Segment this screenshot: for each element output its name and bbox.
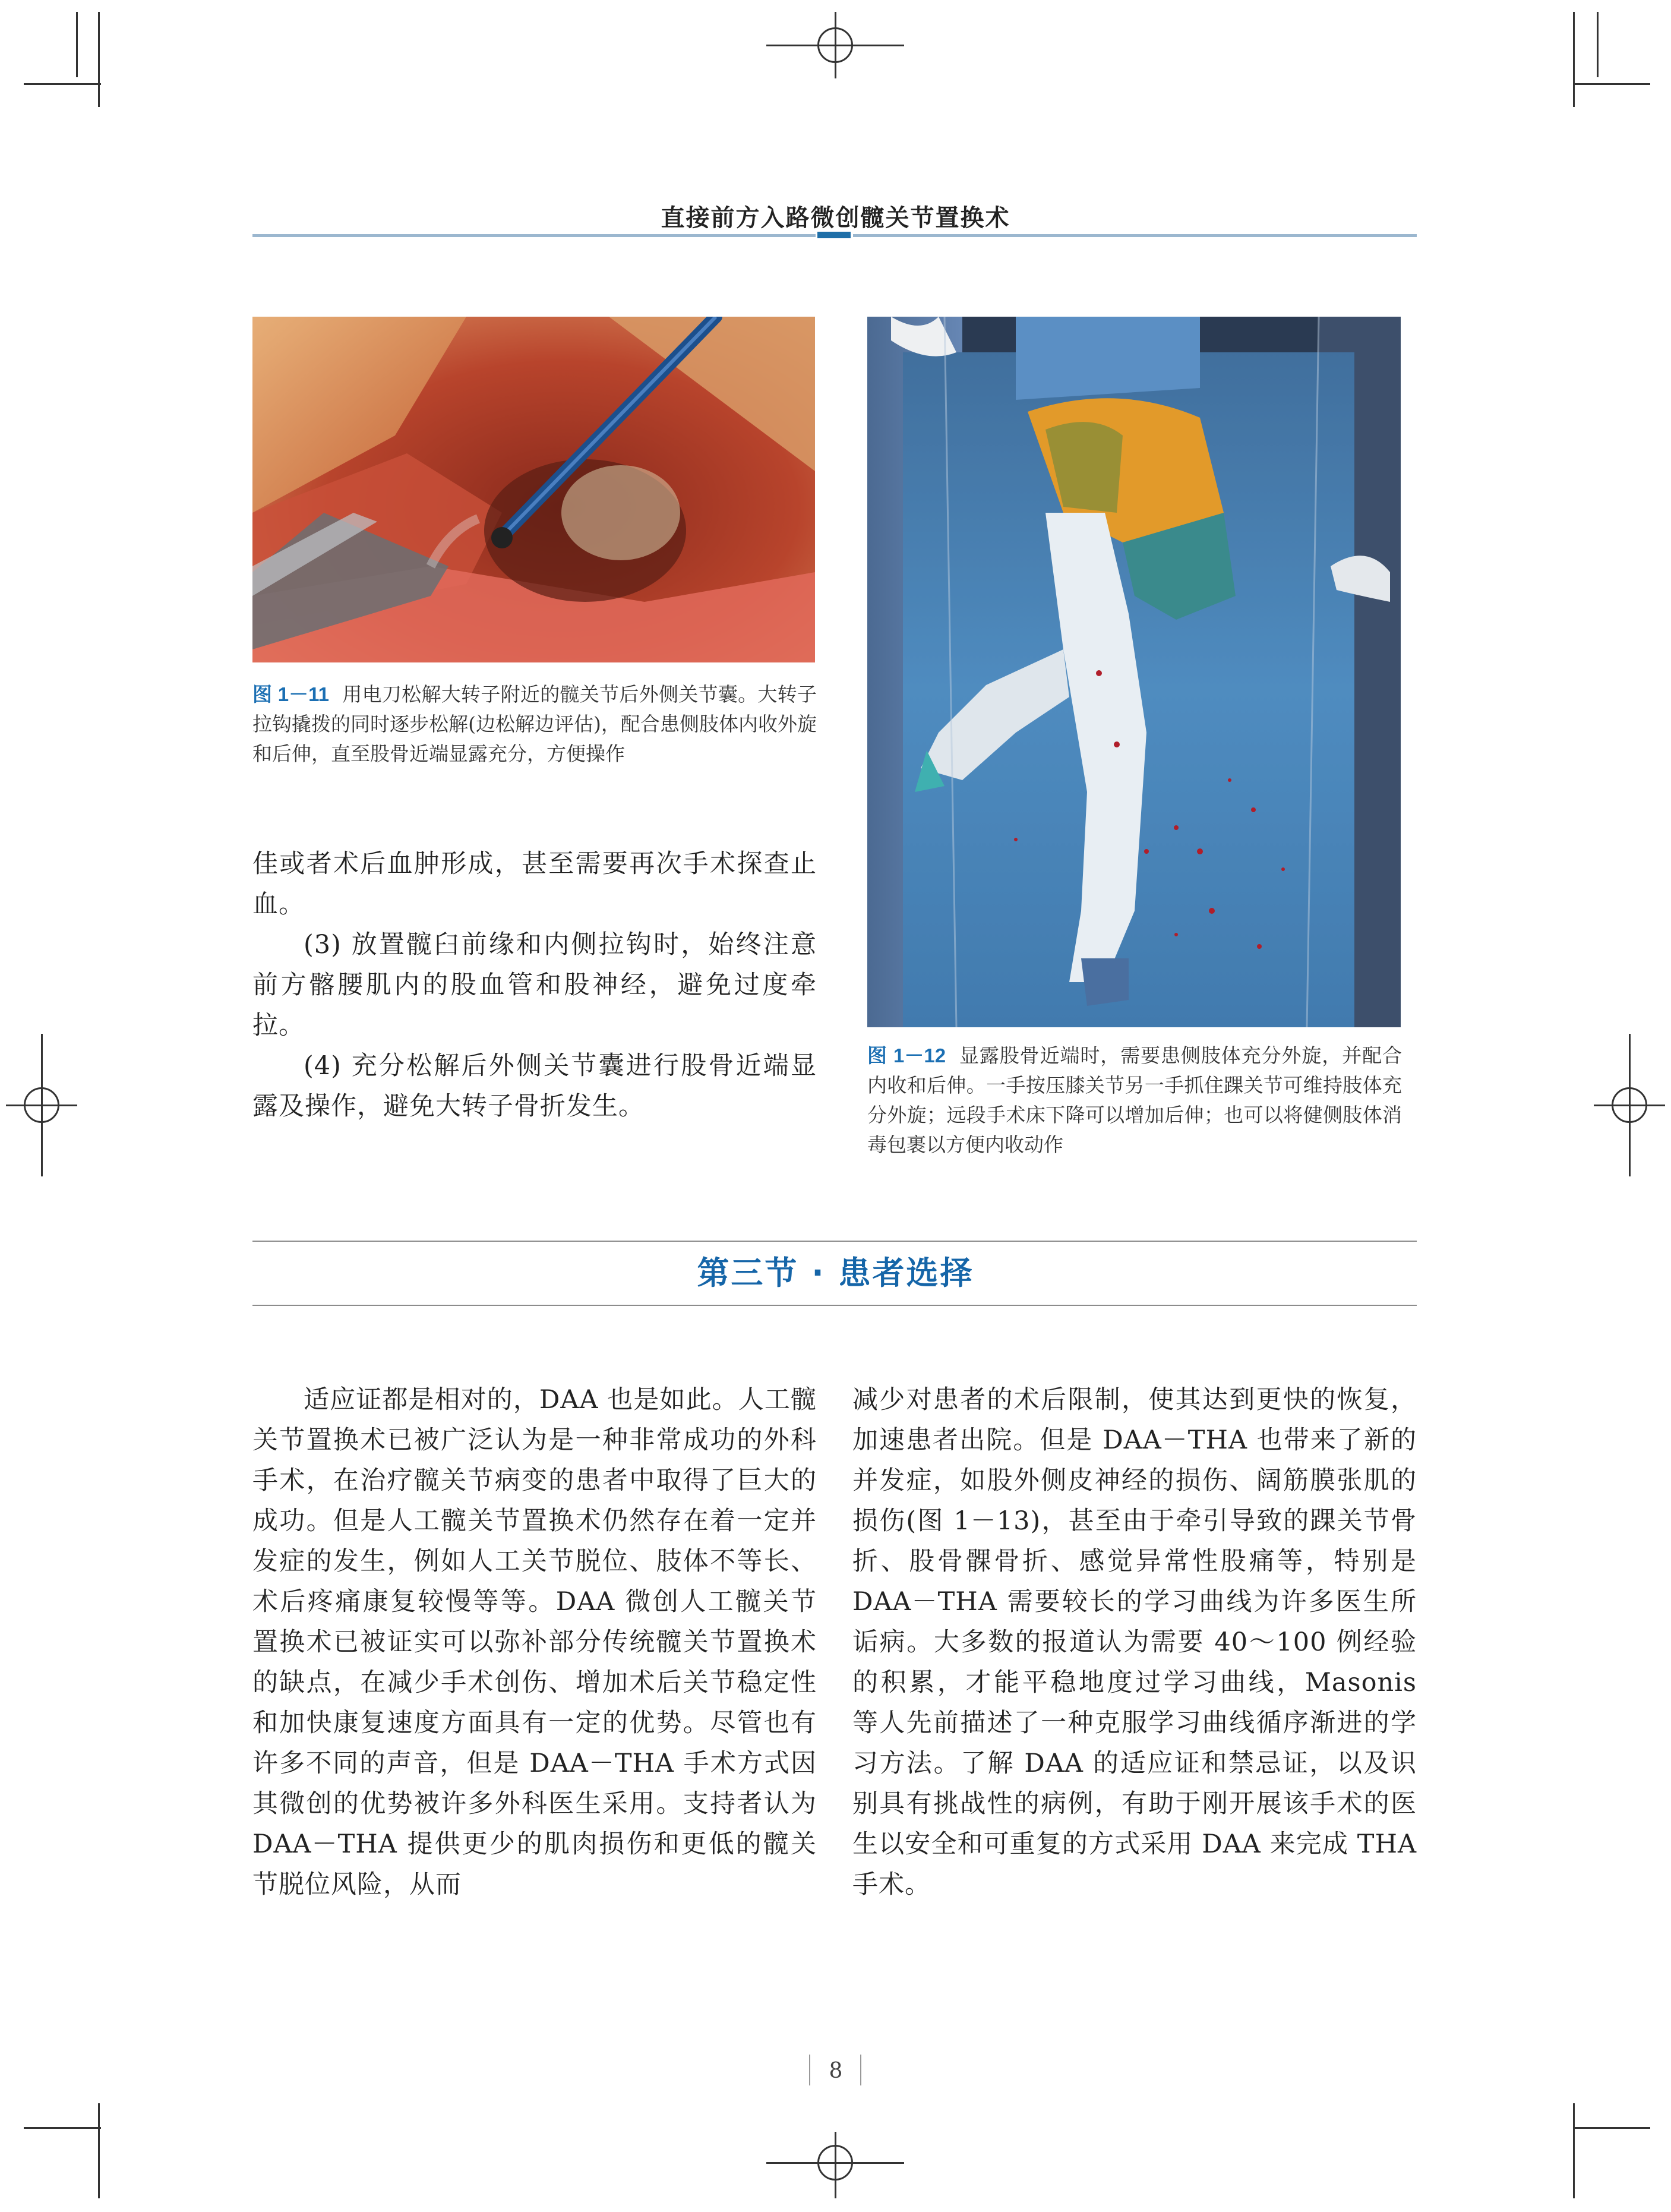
crop-mark	[1573, 2103, 1575, 2198]
paragraph-point-3: (3) 放置髋臼前缘和内侧拉钩时，始终注意前方髂腰肌内的股血管和股神经，避免过度牵拉。	[252, 930, 817, 1040]
body-left-column: 适应证都是相对的，DAA 也是如此。人工髋关节置换术已被广泛认为是一种非常成功的外科手术，在治疗髋关节病变的患者中取得了巨大的成功。但是人工髋关节置换术仍然存在着一定并发症的发生，例如人工关节脱位、肢体不等长、术后疼痛康复较慢等等。DAA 微创人工髋关节置换术已被证实可以弥补部分传统髋关节置换术的缺点，在减少手术创伤、增加术后关节稳定性和加快康复速度方面具有一定的优势。尽管也有许多不同的声音，但是 DAA－THA 手术方式因其微创的优势被许多外科医生采用。支持者认为 DAA－THA 提供更少的肌肉损伤和更低的髋关节脱位风险，从而	[252, 1385, 817, 1899]
running-title: 直接前方入路微创髋关节置换术	[661, 204, 1010, 232]
registration-line	[835, 12, 836, 78]
registration-line	[835, 2132, 836, 2198]
crop-mark	[1573, 2127, 1650, 2129]
figure-1-11-label: 图 1－11	[252, 683, 329, 705]
figure-1-11-caption-text: 用电刀松解大转子附近的髋关节后外侧关节囊。大转子拉钩撬拨的同时逐步松解(边松解边评估)，配合患侧肢体内收外旋和后伸，直至股骨近端显露充分，方便操作	[252, 683, 817, 765]
header-rule-left	[252, 234, 816, 237]
figure-1-12-label: 图 1－12	[867, 1045, 946, 1066]
registration-line	[41, 1034, 43, 1176]
crop-mark	[98, 2103, 100, 2198]
crop-mark	[76, 12, 78, 77]
header-accent-mark	[817, 232, 851, 238]
paragraph-continuation: 佳或者术后血肿形成，甚至需要再次手术探查止血。	[252, 849, 817, 919]
folio-bar-left	[809, 2055, 810, 2085]
figure-1-12-caption-text: 显露股骨近端时，需要患侧肢体充分外旋，并配合内收和后伸。一手按压膝关节另一手抓住踝关节可维持肢体充分外旋；远段手术床下降可以增加后伸；也可以将健侧肢体消毒包裹以方便内收动作	[867, 1044, 1402, 1156]
figure-1-11-caption	[252, 680, 817, 769]
page-number: 8	[829, 2059, 843, 2083]
crop-mark	[24, 2127, 101, 2129]
crop-mark	[1573, 12, 1575, 107]
folio-bar-right	[860, 2055, 861, 2085]
crop-mark	[98, 12, 100, 107]
section-rule-top	[252, 1241, 1417, 1242]
figure-1-12-photo	[867, 317, 1401, 1027]
crop-mark	[1573, 83, 1650, 85]
paragraph-point-4: (4) 充分松解后外侧关节囊进行股骨近端显露及操作，避免大转子骨折发生。	[252, 1051, 817, 1121]
body-right-column: 减少对患者的术后限制，使其达到更快的恢复，加速患者出院。但是 DAA－THA 也带来了新的并发症，如股外侧皮神经的损伤、阔筋膜张肌的损伤(图 1－13)，甚至由于牵引导致的踝关节骨折、股骨髁骨折、感觉异常性股痛等，特别是 DAA－THA 需要较长的学习曲线为许多医生所诟病。大多数的报道认为需要 40～100 例经验的积累，才能平稳地度过学习曲线，Masonis 等人先前描述了一种克服学习曲线循序渐进的学习方法。了解 DAA 的适应证和禁忌证，以及识别具有挑战性的病例，有助于刚开展该手术的医生以安全和可重复的方式采用 DAA 来完成 THA 手术。	[852, 1385, 1417, 1899]
figure-1-11-photo	[252, 317, 815, 662]
figure-1-12-caption	[867, 1041, 1402, 1160]
section-title: 第三节 · 患者选择	[697, 1254, 974, 1292]
header-rule-right	[853, 234, 1417, 237]
section-rule-bottom	[252, 1305, 1417, 1306]
registration-line	[1629, 1034, 1631, 1176]
crop-mark	[1597, 12, 1599, 77]
crop-mark	[24, 83, 101, 85]
